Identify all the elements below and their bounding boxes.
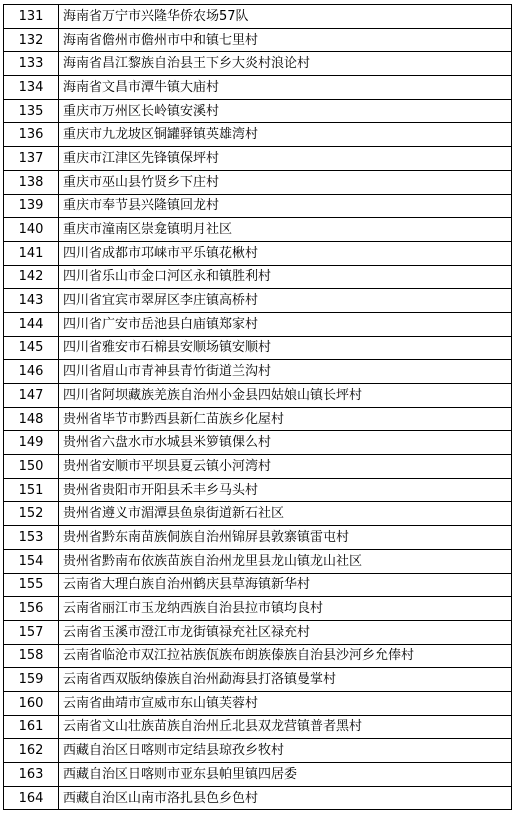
village-name: 四川省雅安市石棉县安顺场镇安顺村 xyxy=(59,336,512,360)
row-number: 132 xyxy=(4,28,59,52)
village-name: 重庆市九龙坡区铜罐驿镇英雄湾村 xyxy=(59,123,512,147)
row-number: 139 xyxy=(4,194,59,218)
village-name: 海南省昌江黎族自治县王下乡大炎村浪论村 xyxy=(59,52,512,76)
row-number: 144 xyxy=(4,312,59,336)
row-number: 159 xyxy=(4,668,59,692)
table-row xyxy=(4,739,512,763)
village-name: 四川省乐山市金口河区永和镇胜利村 xyxy=(59,265,512,289)
table-row xyxy=(4,691,512,715)
table-row xyxy=(4,360,512,384)
village-name: 贵州省贵阳市开阳县禾丰乡马头村 xyxy=(59,478,512,502)
village-name: 重庆市潼南区崇龛镇明月社区 xyxy=(59,218,512,242)
table-row xyxy=(4,455,512,479)
village-name: 贵州省遵义市湄潭县鱼泉街道新石社区 xyxy=(59,502,512,526)
row-number: 157 xyxy=(4,620,59,644)
village-name: 云南省玉溪市澄江市龙街镇禄充社区禄充村 xyxy=(59,620,512,644)
row-number: 162 xyxy=(4,739,59,763)
row-number: 149 xyxy=(4,431,59,455)
village-name: 云南省丽江市玉龙纳西族自治县拉市镇均良村 xyxy=(59,597,512,621)
row-number: 158 xyxy=(4,644,59,668)
table-row xyxy=(4,786,512,810)
village-name: 四川省阿坝藏族羌族自治州小金县四姑娘山镇长坪村 xyxy=(59,384,512,408)
table-row xyxy=(4,336,512,360)
table-row xyxy=(4,763,512,787)
village-name: 贵州省毕节市黔西县新仁苗族乡化屋村 xyxy=(59,407,512,431)
row-number: 150 xyxy=(4,455,59,479)
village-name: 贵州省黔东南苗族侗族自治州锦屏县敦寨镇雷屯村 xyxy=(59,526,512,550)
row-number: 161 xyxy=(4,715,59,739)
row-number: 142 xyxy=(4,265,59,289)
village-list-table xyxy=(3,4,512,810)
village-name: 重庆市万州区长岭镇安溪村 xyxy=(59,99,512,123)
row-number: 140 xyxy=(4,218,59,242)
row-number: 164 xyxy=(4,786,59,810)
village-name: 四川省宜宾市翠屏区李庄镇高桥村 xyxy=(59,289,512,313)
village-name: 云南省文山壮族苗族自治州丘北县双龙营镇普者黑村 xyxy=(59,715,512,739)
row-number: 155 xyxy=(4,573,59,597)
row-number: 136 xyxy=(4,123,59,147)
village-name: 海南省万宁市兴隆华侨农场57队 xyxy=(59,5,512,29)
village-name: 海南省儋州市儋州市中和镇七里村 xyxy=(59,28,512,52)
table-row xyxy=(4,620,512,644)
table-row xyxy=(4,549,512,573)
village-name: 重庆市奉节县兴隆镇回龙村 xyxy=(59,194,512,218)
village-name: 云南省临沧市双江拉祜族佤族布朗族傣族自治县沙河乡允俸村 xyxy=(59,644,512,668)
table-row xyxy=(4,407,512,431)
row-number: 148 xyxy=(4,407,59,431)
table-row xyxy=(4,76,512,100)
village-name: 云南省西双版纳傣族自治州勐海县打洛镇曼掌村 xyxy=(59,668,512,692)
village-name: 云南省曲靖市宣威市东山镇芙蓉村 xyxy=(59,691,512,715)
table-row xyxy=(4,502,512,526)
village-name: 西藏自治区日喀则市定结县琼孜乡牧村 xyxy=(59,739,512,763)
row-number: 133 xyxy=(4,52,59,76)
row-number: 154 xyxy=(4,549,59,573)
table-row xyxy=(4,194,512,218)
row-number: 153 xyxy=(4,526,59,550)
table-row xyxy=(4,668,512,692)
row-number: 146 xyxy=(4,360,59,384)
village-name: 贵州省六盘水市水城县米箩镇倮么村 xyxy=(59,431,512,455)
village-name: 四川省广安市岳池县白庙镇郑家村 xyxy=(59,312,512,336)
row-number: 145 xyxy=(4,336,59,360)
row-number: 152 xyxy=(4,502,59,526)
table-row xyxy=(4,123,512,147)
village-name: 重庆市巫山县竹贤乡下庄村 xyxy=(59,170,512,194)
village-list-table-wrap xyxy=(3,4,512,810)
table-row xyxy=(4,52,512,76)
row-number: 156 xyxy=(4,597,59,621)
table-row xyxy=(4,384,512,408)
table-row xyxy=(4,312,512,336)
table-row xyxy=(4,644,512,668)
village-name: 重庆市江津区先锋镇保坪村 xyxy=(59,147,512,171)
table-row xyxy=(4,526,512,550)
village-name: 海南省文昌市潭牛镇大庙村 xyxy=(59,76,512,100)
table-row xyxy=(4,170,512,194)
table-row xyxy=(4,289,512,313)
table-row xyxy=(4,147,512,171)
table-row xyxy=(4,715,512,739)
table-row xyxy=(4,431,512,455)
row-number: 163 xyxy=(4,763,59,787)
table-row xyxy=(4,28,512,52)
row-number: 131 xyxy=(4,5,59,29)
row-number: 160 xyxy=(4,691,59,715)
row-number: 138 xyxy=(4,170,59,194)
village-name: 贵州省安顺市平坝县夏云镇小河湾村 xyxy=(59,455,512,479)
table-row xyxy=(4,241,512,265)
table-row xyxy=(4,573,512,597)
village-name: 贵州省黔南布依族苗族自治州龙里县龙山镇龙山社区 xyxy=(59,549,512,573)
row-number: 135 xyxy=(4,99,59,123)
row-number: 151 xyxy=(4,478,59,502)
row-number: 143 xyxy=(4,289,59,313)
table-row xyxy=(4,597,512,621)
table-row xyxy=(4,478,512,502)
table-row xyxy=(4,265,512,289)
row-number: 141 xyxy=(4,241,59,265)
village-name: 西藏自治区日喀则市亚东县帕里镇四居委 xyxy=(59,763,512,787)
table-row xyxy=(4,5,512,29)
village-name: 四川省眉山市青神县青竹街道兰沟村 xyxy=(59,360,512,384)
table-row xyxy=(4,218,512,242)
table-body xyxy=(4,5,512,810)
table-row xyxy=(4,99,512,123)
row-number: 147 xyxy=(4,384,59,408)
village-name: 西藏自治区山南市洛扎县色乡色村 xyxy=(59,786,512,810)
village-name: 云南省大理白族自治州鹤庆县草海镇新华村 xyxy=(59,573,512,597)
row-number: 134 xyxy=(4,76,59,100)
village-name: 四川省成都市邛崃市平乐镇花楸村 xyxy=(59,241,512,265)
row-number: 137 xyxy=(4,147,59,171)
